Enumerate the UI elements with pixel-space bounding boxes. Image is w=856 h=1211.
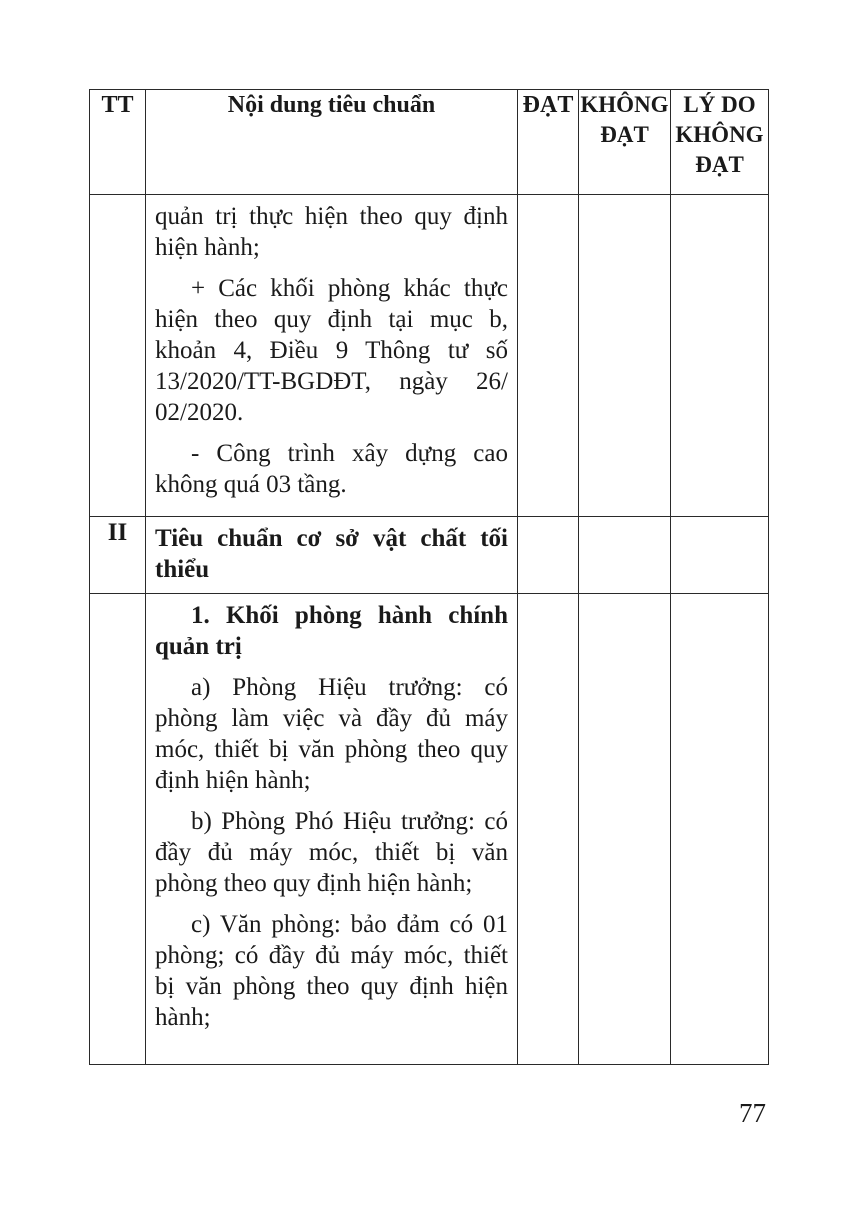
- content-paragraph: a) Phòng Hiệu trưởng: có phòng làm việc và đầy đủ máy móc, thiết bị văn phòng theo quy định hiện hành;: [155, 674, 508, 794]
- page-number: 77: [739, 1098, 766, 1128]
- table-row: [90, 195, 769, 517]
- header-dat: ĐẠT: [518, 90, 579, 195]
- header-khong-dat: KHÔNG ĐẠT: [579, 90, 671, 195]
- section-heading: Tiêu chuẩn cơ sở vật chất tối thiểu: [155, 525, 508, 583]
- header-ly-do: LÝ DO KHÔNG ĐẠT: [671, 90, 769, 195]
- ly-do-cell[interactable]: [671, 517, 769, 594]
- dat-cell[interactable]: [518, 195, 579, 517]
- standards-table: [89, 89, 769, 1065]
- ly-do-cell[interactable]: [671, 594, 769, 1065]
- dat-cell[interactable]: [518, 517, 579, 594]
- content-cell: [146, 195, 518, 517]
- table-row: [90, 517, 769, 594]
- content-cell: [146, 517, 518, 594]
- tt-cell: [90, 594, 146, 1065]
- content-paragraph: c) Văn phòng: bảo đảm có 01 phòng; có đầy đủ máy móc, thiết bị văn phòng theo quy định hiện hành;: [155, 911, 508, 1031]
- content-paragraph: - Công trình xây dựng cao không quá 03 tầng.: [155, 440, 508, 498]
- content-paragraph: b) Phòng Phó Hiệu trưởng: có đầy đủ máy móc, thiết bị văn phòng theo quy định hiện hành;: [155, 808, 508, 897]
- khong-dat-cell[interactable]: [579, 594, 671, 1065]
- dat-cell[interactable]: [518, 594, 579, 1065]
- subsection-heading: 1. Khối phòng hành chính quản trị: [155, 602, 508, 660]
- tt-cell: [90, 195, 146, 517]
- header-row: [90, 90, 769, 195]
- tt-cell: II: [90, 517, 146, 594]
- khong-dat-cell[interactable]: [579, 195, 671, 517]
- header-tt: TT: [90, 90, 146, 195]
- header-content: Nội dung tiêu chuẩn: [146, 90, 518, 195]
- table-row: [90, 594, 769, 1065]
- content-paragraph: quản trị thực hiện theo quy định hiện hành;: [155, 203, 508, 261]
- ly-do-cell[interactable]: [671, 195, 769, 517]
- content-paragraph: + Các khối phòng khác thực hiện theo quy định tại mục b, khoản 4, Điều 9 Thông tư số 13/2020/TT-BGDĐT, ngày 26/ 02/2020.: [155, 275, 508, 426]
- content-cell: [146, 594, 518, 1065]
- khong-dat-cell[interactable]: [579, 517, 671, 594]
